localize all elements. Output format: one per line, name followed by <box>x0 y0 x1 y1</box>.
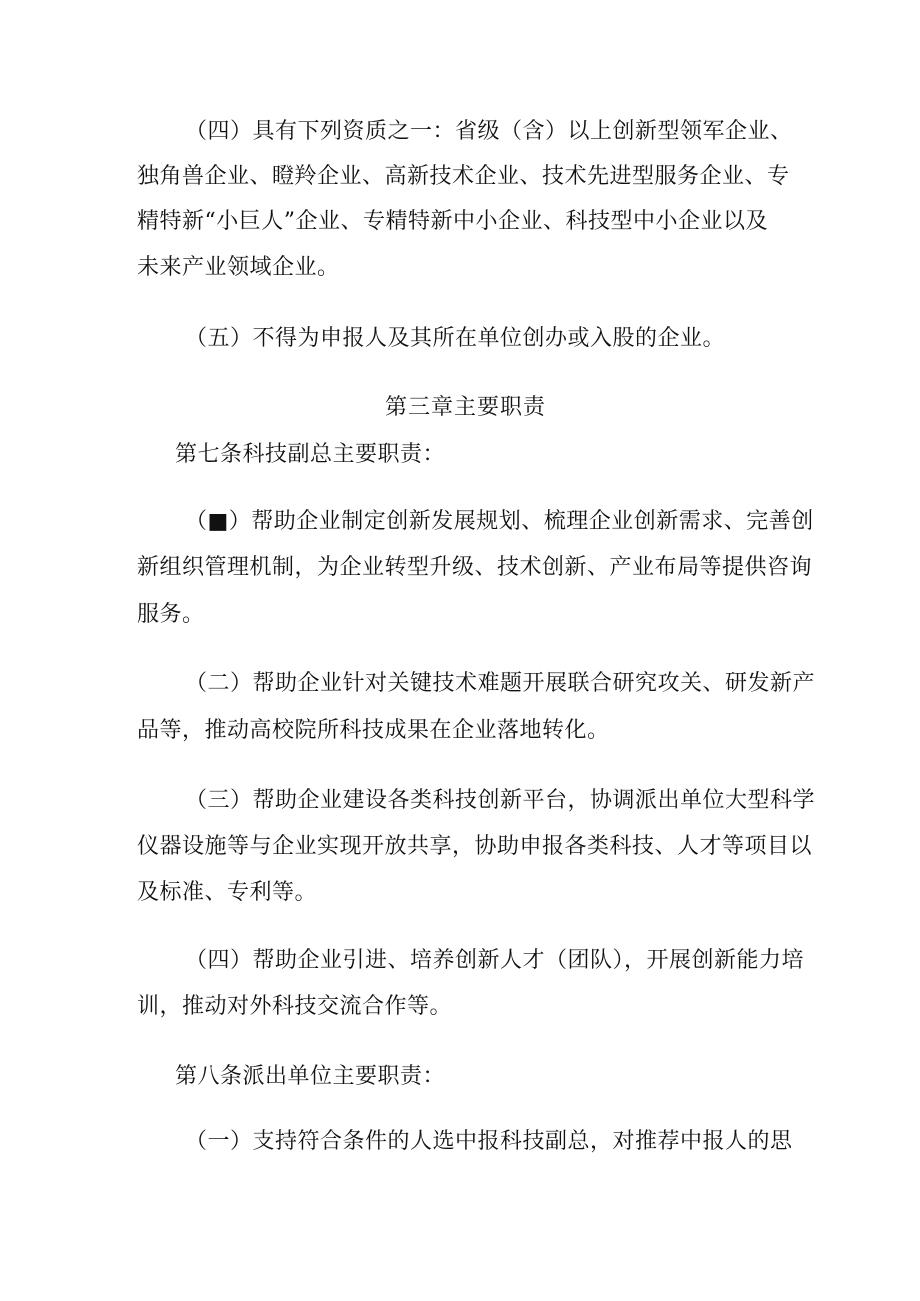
paragraph-line: （■）帮助企业制定创新发展规划、梳理企业创新需求、完善创 <box>185 509 814 534</box>
paragraph-line: 精特新“小巨人”企业、专精特新中小企业、科技型中小企业以及 <box>137 209 768 234</box>
paragraph-line: 及标准、专利等。 <box>137 880 318 905</box>
paragraph-line: 未来产业领域企业。 <box>137 255 340 280</box>
paragraph-line: （二）帮助企业针对关键技术难题开展联合研究攻关、研发新产 <box>185 671 816 696</box>
paragraph-line: 新组织管理机制，为企业转型升级、技术创新、产业布局等提供咨询 <box>137 555 813 580</box>
paragraph-line: 训，推动对外科技交流合作等。 <box>137 994 453 1019</box>
article-heading: 第七条科技副总主要职责： <box>175 442 446 467</box>
paragraph-line: （四）具有下列资质之一：省级（含）以上创新型领军企业、 <box>185 119 793 144</box>
paragraph-line: 服务。 <box>137 602 205 627</box>
article-heading: 第八条派出单位主要职责： <box>175 1064 446 1089</box>
paragraph-line: 仪器设施等与企业实现开放共享，协助申报各类科技、人才等项目以 <box>137 834 813 859</box>
paragraph-line: （四）帮助企业引进、培养创新人才（团队），开展创新能力培 <box>185 948 805 973</box>
paragraph-line: （一）支持符合条件的人选中报科技副总，对推荐中报人的思 <box>185 1129 793 1154</box>
chapter-heading: 第三章主要职责 <box>385 395 547 420</box>
paragraph-line: （三）帮助企业建设各类科技创新平台，协调派出单位大型科学 <box>185 788 816 813</box>
paragraph-line: 独角兽企业、瞪羚企业、高新技术企业、技术先进型服务企业、专 <box>137 164 790 189</box>
paragraph-line: 品等，推动高校院所科技成果在企业落地转化。 <box>137 718 610 743</box>
paragraph-line: （五）不得为申报人及其所在单位创办或入股的企业。 <box>185 326 726 351</box>
